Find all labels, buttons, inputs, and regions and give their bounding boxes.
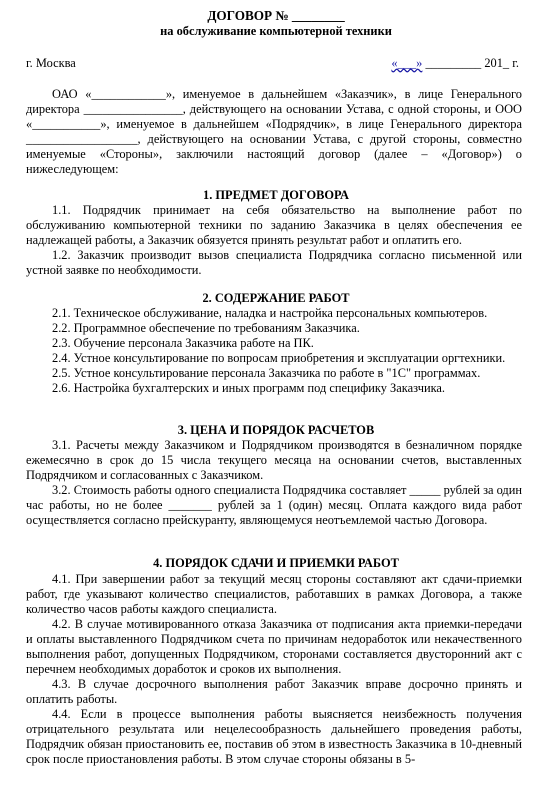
date-rest: _________ 201_ г.	[425, 56, 519, 70]
clause-2-4: 2.4. Устное консультирование по вопросам приобретения и эксплуатации оргтехники.	[52, 351, 506, 365]
clause-4-3: 4.3. В случае досрочного выполнения работ Заказчик вправе досрочно принять и оплатить работы.	[26, 677, 522, 706]
clause-1-2: 1.2. Заказчик производит вызов специалиста Подрядчика согласно письменной или устной заявке по необходимости.	[26, 248, 522, 277]
city-line: г. Москва	[26, 56, 76, 70]
clause-2-1: 2.1. Техническое обслуживание, наладка и настройка персональных компьютеров.	[52, 306, 488, 320]
clause-3-1: 3.1. Расчеты между Заказчиком и Подрядчиком производятся в безналичном порядке ежемесячно в срок до 15 числа текущего месяца на основании счетов, выставленных Подрядчиком и согласованных с Заказчиком.	[26, 438, 522, 482]
section-1-title: 1. ПРЕДМЕТ ДОГОВОРА	[203, 188, 349, 202]
clause-3-2: 3.2. Стоимость работы одного специалиста Подрядчика составляет _____ рублей за один час работы, но не более _______ рублей за 1 (один) месяц. Оплата каждого вида работ осуществляется согласно прейскуранту, являющемуся неотъемлемой частью Договора.	[26, 483, 522, 527]
clause-2-3: 2.3. Обучение персонала Заказчика работе на ПК.	[52, 336, 314, 350]
document-subtitle: на обслуживание компьютерной техники	[160, 24, 392, 38]
section-3-body	[26, 438, 522, 528]
preamble-text: ОАО «____________», именуемое в дальнейшем «Заказчик», в лице Генерального директора ________________, действующего на основании Устава, с одной стороны, и ООО «___________», именуемое в дальнейшем «Подрядчик», в лице Генерального директора __________________, действующего на основании Устава, с другой стороны, совместно именуемые «Стороны», заключили настоящий договор (далее – «Договор») о нижеследующем:	[26, 87, 522, 176]
clause-4-2: 4.2. В случае мотивированного отказа Заказчика от подписания акта приемки-передачи и оплаты выставленного Подрядчиком счета по причинам недоработок или некачественного выполнения работ, допущенных Подрядчиком, сторонами составляется двусторонний акт с перечнем необходимых доработок и сроков их выполнения.	[26, 617, 522, 676]
clause-2-5: 2.5. Устное консультирование персонала Заказчика по работе в "1С" программах.	[52, 366, 481, 380]
section-3-title: 3. ЦЕНА И ПОРЯДОК РАСЧЕТОВ	[177, 423, 375, 437]
section-4-body	[26, 572, 522, 767]
document-title: ДОГОВОР № ________	[207, 8, 345, 23]
date-line	[391, 56, 519, 71]
clause-4-4: 4.4. Если в процессе выполнения работы выясняется неизбежность получения отрицательного результата или нецелесообразность дальнейшего проведения работы, Подрядчик обязан приостановить ее, поставив об этом в известность Заказчика в 10-дневный срок после приостановления работы. В этом случае стороны обязаны в 5-	[26, 707, 522, 766]
section-2-body	[26, 306, 522, 396]
clause-4-1: 4.1. При завершении работ за текущий месяц стороны составляют акт сдачи-приемки работ, где указывают количество специалистов, работавших в рамках Договора, а также количество часов работы каждого специалиста.	[26, 572, 522, 616]
preamble	[26, 87, 522, 177]
date-quote: «___»	[391, 56, 423, 70]
clause-2-2: 2.2. Программное обеспечение по требованиям Заказчика.	[52, 321, 360, 335]
section-1-body	[26, 203, 522, 278]
section-4-title: 4. ПОРЯДОК СДАЧИ И ПРИЕМКИ РАБОТ	[153, 556, 399, 570]
section-2-title: 2. СОДЕРЖАНИЕ РАБОТ	[202, 291, 350, 305]
clause-1-1: 1.1. Подрядчик принимает на себя обязательство на выполнение работ по обслуживанию компьютерной техники по заданию Заказчика в целях обеспечения ее надлежащей работы, а Заказчик обязуется принять результат работ и оплатить его.	[26, 203, 522, 247]
clause-2-6: 2.6. Настройка бухгалтерских и иных программ под специфику Заказчика.	[52, 381, 446, 395]
